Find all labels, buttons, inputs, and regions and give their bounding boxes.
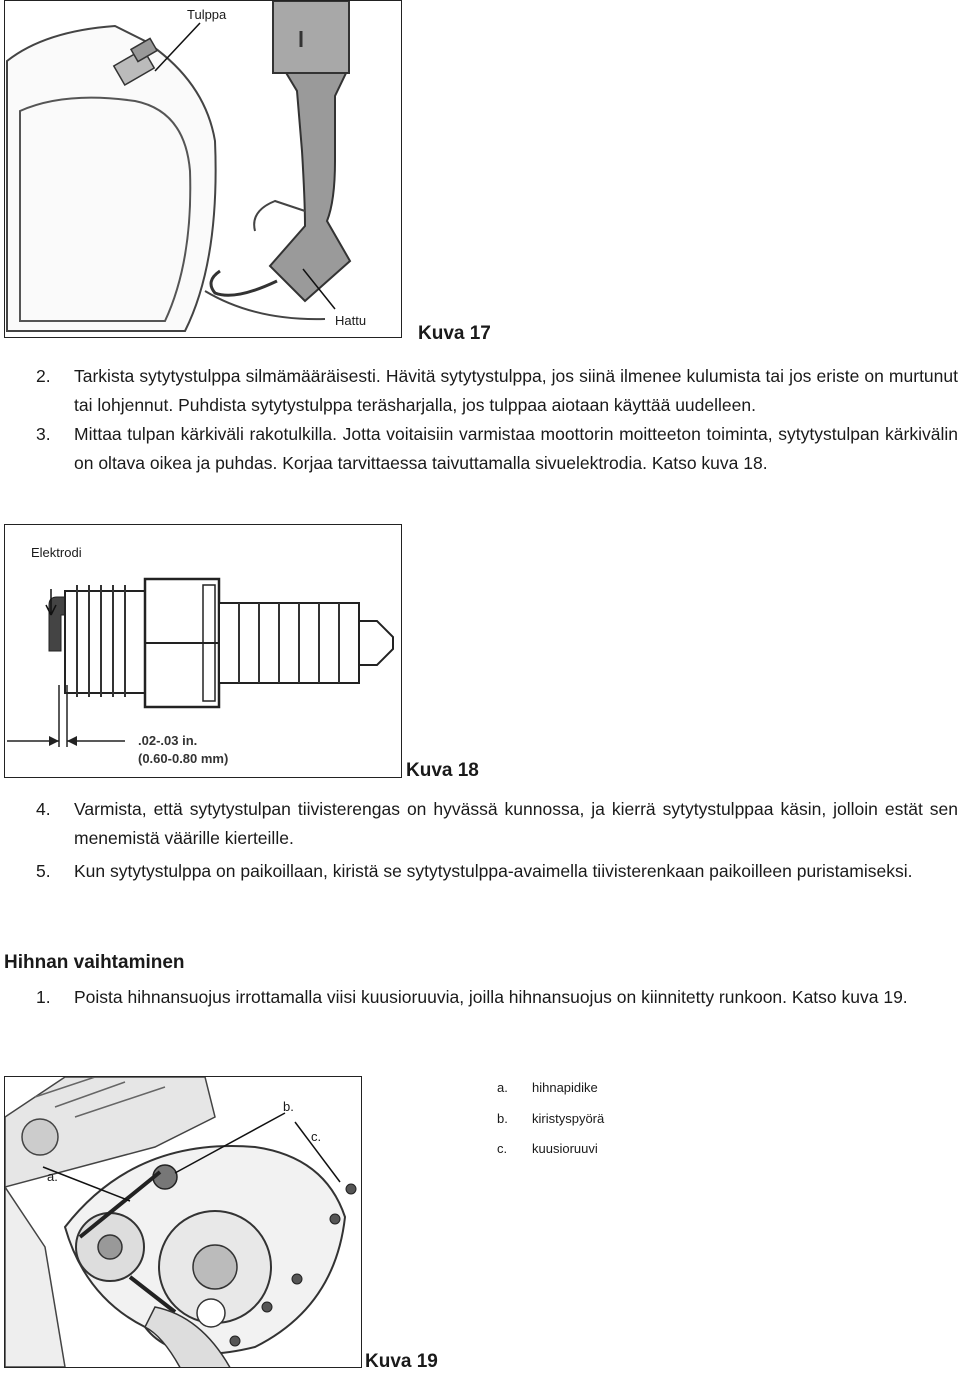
legend-text-c: kuusioruuvi — [532, 1141, 598, 1156]
list-item-5 — [36, 857, 958, 886]
callout-b: b. — [283, 1099, 294, 1114]
legend-key-b: b. — [497, 1111, 508, 1126]
callout-a: a. — [47, 1169, 58, 1184]
list-item-3 — [36, 420, 958, 478]
callout-c: c. — [311, 1129, 322, 1144]
legend-text-a: hihnapidike — [532, 1080, 598, 1095]
figure-17-caption: Kuva 17 — [418, 323, 491, 344]
list-number: 1. — [36, 987, 51, 1007]
figure-18 — [4, 524, 402, 778]
legend-key-c: c. — [497, 1141, 508, 1156]
list-text: Tarkista sytytystulppa silmämääräisesti. Hävitä sytytystulppa, jos siinä ilmenee kulumista tai jos eriste on murtunut tai lohjennut. Puhdista sytytystulppa teräsharjalla, jos tulppaa aiotaan käyttää uudelleen. — [74, 366, 958, 415]
list-text: Kun sytytystulppa on paikoillaan, kiristä se sytytystulppa-avaimella tiivisterenkaan paikoilleen puristamiseksi. — [74, 861, 913, 881]
legend-text-b: kiristyspyörä — [532, 1111, 605, 1126]
list-number: 4. — [36, 799, 51, 819]
figure-19-illustration — [5, 1077, 361, 1367]
figure-18-caption: Kuva 18 — [406, 760, 479, 781]
list-number: 5. — [36, 861, 51, 881]
list-item-1 — [36, 983, 958, 1012]
legend-key-a: a. — [497, 1080, 508, 1095]
section-heading: Hihnan vaihtaminen — [4, 952, 185, 973]
figure-17 — [4, 0, 402, 338]
list-item-2 — [36, 362, 958, 420]
list-text: Mittaa tulpan kärkiväli rakotulkilla. Jotta voitaisiin varmistaa moottorin moitteeton toiminta, sytytystulpan kärkivälin on oltava oikea ja puhdas. Korjaa tarvittaessa taivuttamalla sivuelektrodia. Katso kuva 18. — [74, 424, 958, 473]
list-number: 3. — [36, 424, 51, 444]
gap-inch: .02-.03 in. — [138, 733, 198, 748]
figure-19 — [4, 1076, 362, 1368]
label-hattu: Hattu — [335, 313, 367, 328]
figure-17-illustration — [5, 1, 401, 337]
list-text: Poista hihnansuojus irrottamalla viisi kuusioruuvia, joilla hihnansuojus on kiinnitetty runkoon. Katso kuva 19. — [74, 987, 908, 1007]
list-item-4 — [36, 795, 958, 853]
list-number: 2. — [36, 366, 51, 386]
figure-19-caption: Kuva 19 — [365, 1351, 438, 1372]
label-tulppa: Tulppa — [187, 7, 227, 22]
label-elektrodi: Elektrodi — [31, 545, 82, 560]
list-text: Varmista, että sytytystulpan tiivisterengas on hyvässä kunnossa, ja kierrä sytytystulppaa käsin, jolloin estät sen menemistä väärille kierteille. — [74, 799, 958, 848]
gap-mm: (0.60-0.80 mm) — [138, 751, 229, 766]
figure-18-illustration — [5, 525, 401, 777]
